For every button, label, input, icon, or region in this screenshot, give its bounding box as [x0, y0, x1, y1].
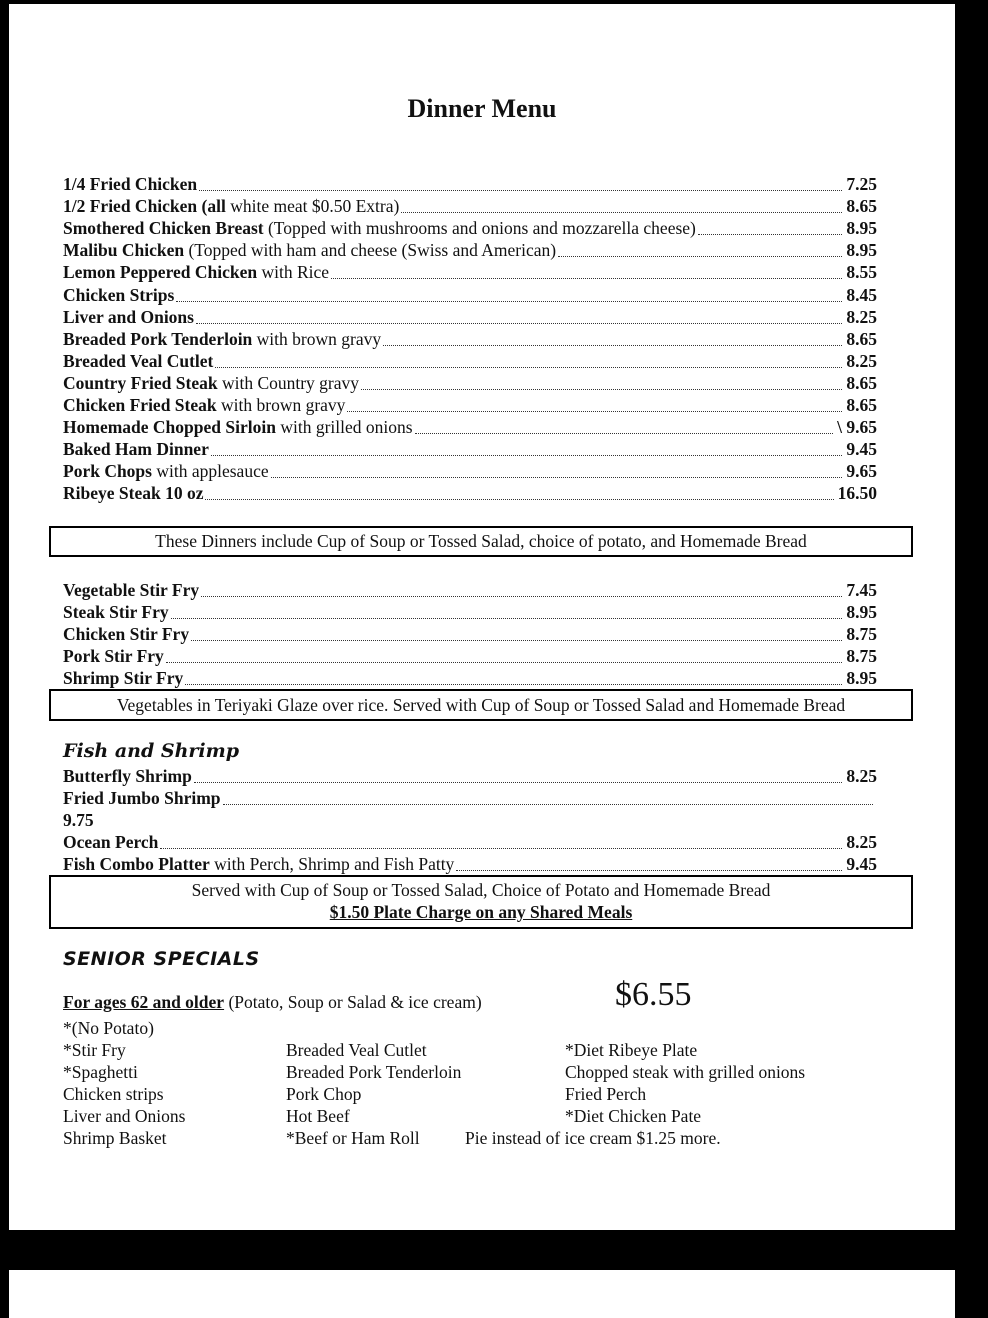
menu-item — [63, 417, 877, 439]
menu-item-name — [63, 174, 197, 195]
menu-item — [63, 602, 877, 624]
menu-item-bold: Country Fried Steak — [63, 372, 218, 393]
menu-item-price: 8.25 — [846, 350, 877, 371]
leader-dots — [191, 640, 842, 641]
menu-item-name — [63, 417, 413, 438]
menu-page — [9, 4, 955, 1230]
leader-dots — [331, 278, 842, 279]
menu-item-price: 8.95 — [846, 240, 877, 261]
senior-item: Hot Beef — [286, 1106, 350, 1126]
menu-item — [63, 461, 877, 483]
leader-dots — [185, 684, 842, 685]
menu-item-bold: Fish Combo Platter — [63, 854, 210, 874]
menu-item-price: 8.75 — [846, 624, 877, 644]
leader-dots — [383, 345, 842, 346]
senior-item: Chopped steak with grilled onions — [565, 1062, 806, 1082]
plate-charge-note: $1.50 Plate Charge on any Shared Meals — [329, 902, 633, 922]
menu-item-bold: 1/4 Fried Chicken — [63, 174, 198, 194]
menu-item — [63, 832, 877, 854]
menu-item — [63, 483, 877, 505]
menu-item-price: 8.65 — [846, 372, 877, 393]
menu-item — [63, 196, 877, 218]
leader-dots — [456, 870, 842, 871]
leader-dots — [176, 301, 842, 302]
senior-price: $6.55 — [615, 976, 692, 1013]
menu-item-price: 8.45 — [846, 284, 877, 305]
menu-item — [63, 373, 877, 395]
menu-item-name — [63, 483, 203, 504]
menu-item — [63, 351, 877, 373]
menu-item-name — [63, 373, 359, 394]
stirfry-note-box — [49, 689, 913, 721]
leader-dots — [166, 662, 843, 663]
menu-item-name — [63, 351, 213, 372]
leader-dots — [171, 618, 843, 619]
menu-item — [63, 580, 877, 602]
menu-item-detail: with Rice — [257, 262, 330, 283]
menu-item-bold: 1/2 Fried Chicken (all — [63, 196, 226, 217]
menu-item-name — [63, 329, 381, 350]
stirfry-note: Vegetables in Teriyaki Glaze over rice. Served with Cup of Soup or Tossed Salad and Homemade Bread — [116, 695, 846, 715]
menu-item-detail: (Topped with ham and cheese (Swiss and American) — [184, 240, 557, 261]
fish-heading: Fish and Shrimp — [63, 740, 240, 762]
senior-item: Breaded Pork Tenderloin — [286, 1062, 462, 1082]
menu-item-price: 8.55 — [846, 262, 877, 283]
senior-item: *Spaghetti — [63, 1062, 138, 1082]
leader-dots — [194, 782, 843, 783]
senior-item: *(No Potato) — [63, 1018, 154, 1038]
senior-item: Liver and Onions — [63, 1106, 186, 1126]
menu-item-bold: Chicken Fried Steak — [63, 395, 217, 415]
menu-item-name — [63, 832, 158, 853]
menu-item-name — [63, 854, 454, 875]
leader-dots — [196, 323, 842, 324]
menu-item-detail: with brown gravy — [216, 395, 346, 415]
senior-item: *Beef or Ham Roll — [286, 1128, 420, 1148]
senior-item: *Stir Fry — [63, 1040, 126, 1060]
fish-note-box — [49, 875, 913, 929]
leader-dots — [347, 411, 842, 412]
senior-ages-label: For ages 62 and older — [63, 992, 225, 1012]
menu-item — [63, 439, 877, 461]
senior-ages — [63, 992, 482, 1013]
leader-dots — [211, 455, 843, 456]
menu-item-name — [63, 285, 174, 306]
menu-item-bold: 9.75 — [63, 810, 94, 830]
menu-item — [63, 174, 877, 196]
menu-item — [63, 668, 877, 690]
menu-item-name — [63, 461, 269, 482]
senior-ages-rest: (Potato, Soup or Salad & ice cream) — [224, 992, 482, 1012]
leader-dots — [199, 190, 842, 191]
leader-dots — [201, 596, 842, 597]
menu-item-price: 16.50 — [837, 483, 877, 504]
menu-item-bold: Baked Ham Dinner — [63, 439, 209, 460]
menu-item-bold: Liver and Onions — [63, 306, 194, 327]
menu-item-bold: Fried Jumbo Shrimp — [63, 788, 221, 808]
menu-item-bold: Vegetable Stir Fry — [63, 580, 200, 600]
leader-dots — [205, 499, 833, 500]
menu-item-bold: Malibu Chicken — [63, 240, 185, 261]
menu-item-name — [63, 395, 345, 416]
menu-item-name — [63, 307, 194, 328]
menu-item-detail: with Perch, Shrimp and Fish Patty — [209, 854, 455, 874]
senior-item: Pork Chop — [286, 1084, 362, 1104]
menu-item — [63, 218, 877, 240]
senior-item: *Diet Chicken Pate — [565, 1106, 702, 1126]
menu-item-price: 8.25 — [846, 766, 877, 786]
leader-dots — [160, 848, 842, 849]
dinners-note: These Dinners include Cup of Soup or Tossed Salad, choice of potato, and Homemade Bread — [155, 531, 807, 551]
senior-item: *Diet Ribeye Plate — [565, 1040, 698, 1060]
menu-item-price: 9.45 — [846, 854, 877, 874]
menu-item-detail: with applesauce — [151, 461, 269, 482]
dinners-note-box — [49, 526, 913, 557]
menu-item-price: 8.25 — [846, 832, 877, 852]
menu-item-price: 7.45 — [846, 580, 877, 600]
menu-item-bold: Homemade Chopped Sirloin — [63, 417, 276, 438]
leader-dots — [401, 212, 842, 213]
menu-item-name — [63, 580, 199, 601]
menu-item-bold: Breaded Pork Tenderloin — [63, 328, 253, 349]
menu-item-name — [63, 668, 183, 689]
menu-item-price: 7.25 — [846, 174, 877, 194]
menu-item — [63, 285, 877, 307]
menu-item — [63, 854, 877, 876]
menu-item-name — [63, 766, 192, 787]
menu-item-name — [63, 646, 164, 667]
menu-item-detail: with grilled onions — [275, 417, 413, 438]
fish-note: Served with Cup of Soup or Tossed Salad, Choice of Potato and Homemade Bread — [191, 880, 771, 900]
menu-item-price: 9.65 — [846, 461, 877, 482]
menu-item-bold: Chicken Strips — [63, 284, 175, 305]
menu-item — [63, 646, 877, 668]
menu-item-price: 8.75 — [846, 646, 877, 666]
menu-item-name — [63, 810, 94, 831]
menu-item — [63, 624, 877, 646]
menu-item-price: 8.25 — [846, 306, 877, 327]
menu-item-detail: with Country gravy — [217, 372, 360, 393]
menu-item-bold: Pork Stir Fry — [63, 646, 164, 666]
leader-dots — [271, 477, 843, 478]
menu-item-bold: Ribeye Steak 10 oz — [63, 483, 204, 504]
menu-item-price: 8.95 — [846, 218, 877, 239]
menu-item-bold: Pork Chops — [63, 461, 152, 482]
page-title: Dinner Menu — [407, 94, 557, 123]
leader-dots — [698, 234, 843, 235]
menu-item-name — [63, 218, 696, 239]
senior-item: Breaded Veal Cutlet — [286, 1040, 427, 1060]
menu-item-detail: with brown gravy — [252, 328, 382, 349]
leader-dots — [558, 256, 842, 257]
menu-item-bold: Butterfly Shrimp — [63, 766, 192, 786]
menu-item-bold: Ocean Perch — [63, 832, 159, 852]
menu-item — [63, 395, 877, 417]
menu-item-price: 8.65 — [846, 395, 877, 415]
menu-item — [63, 810, 877, 832]
leader-dots — [223, 804, 873, 805]
leader-dots — [215, 367, 842, 368]
menu-item-price: 8.95 — [846, 602, 877, 622]
menu-item-bold: Lemon Peppered Chicken — [63, 262, 258, 283]
menu-item-name — [63, 262, 329, 283]
menu-item — [63, 307, 877, 329]
menu-item-bold: Smothered Chicken Breast — [63, 218, 264, 239]
menu-item-detail: (Topped with mushrooms and onions and mozzarella cheese) — [263, 218, 696, 239]
senior-heading: SENIOR SPECIALS — [63, 948, 260, 970]
menu-item — [63, 329, 877, 351]
next-page-edge — [9, 1270, 955, 1318]
menu-item — [63, 788, 877, 810]
menu-item — [63, 240, 877, 262]
menu-item-price: 8.65 — [846, 328, 877, 349]
menu-item — [63, 766, 877, 788]
leader-dots — [415, 433, 834, 434]
menu-item-detail: white meat $0.50 Extra) — [225, 196, 400, 217]
menu-item-price: \ 9.65 — [837, 417, 877, 438]
menu-item-name — [63, 196, 399, 217]
menu-item-bold: Breaded Veal Cutlet — [63, 350, 214, 371]
menu-item-bold: Steak Stir Fry — [63, 602, 169, 622]
pie-note: Pie instead of ice cream $1.25 more. — [465, 1128, 721, 1148]
senior-item: Shrimp Basket — [63, 1128, 167, 1148]
menu-item-price: 8.95 — [846, 668, 877, 688]
menu-item-name — [63, 624, 189, 645]
menu-item-name — [63, 240, 556, 261]
senior-item: Fried Perch — [565, 1084, 647, 1104]
menu-item-name — [63, 788, 221, 809]
menu-item-name — [63, 602, 169, 623]
menu-item-bold: Shrimp Stir Fry — [63, 668, 184, 688]
menu-item-price: 9.45 — [846, 439, 877, 460]
menu-item-bold: Chicken Stir Fry — [63, 624, 190, 644]
menu-item-name — [63, 439, 209, 460]
menu-item — [63, 262, 877, 284]
leader-dots — [361, 389, 842, 390]
menu-item-price: 8.65 — [846, 196, 877, 217]
senior-item: Chicken strips — [63, 1084, 164, 1104]
